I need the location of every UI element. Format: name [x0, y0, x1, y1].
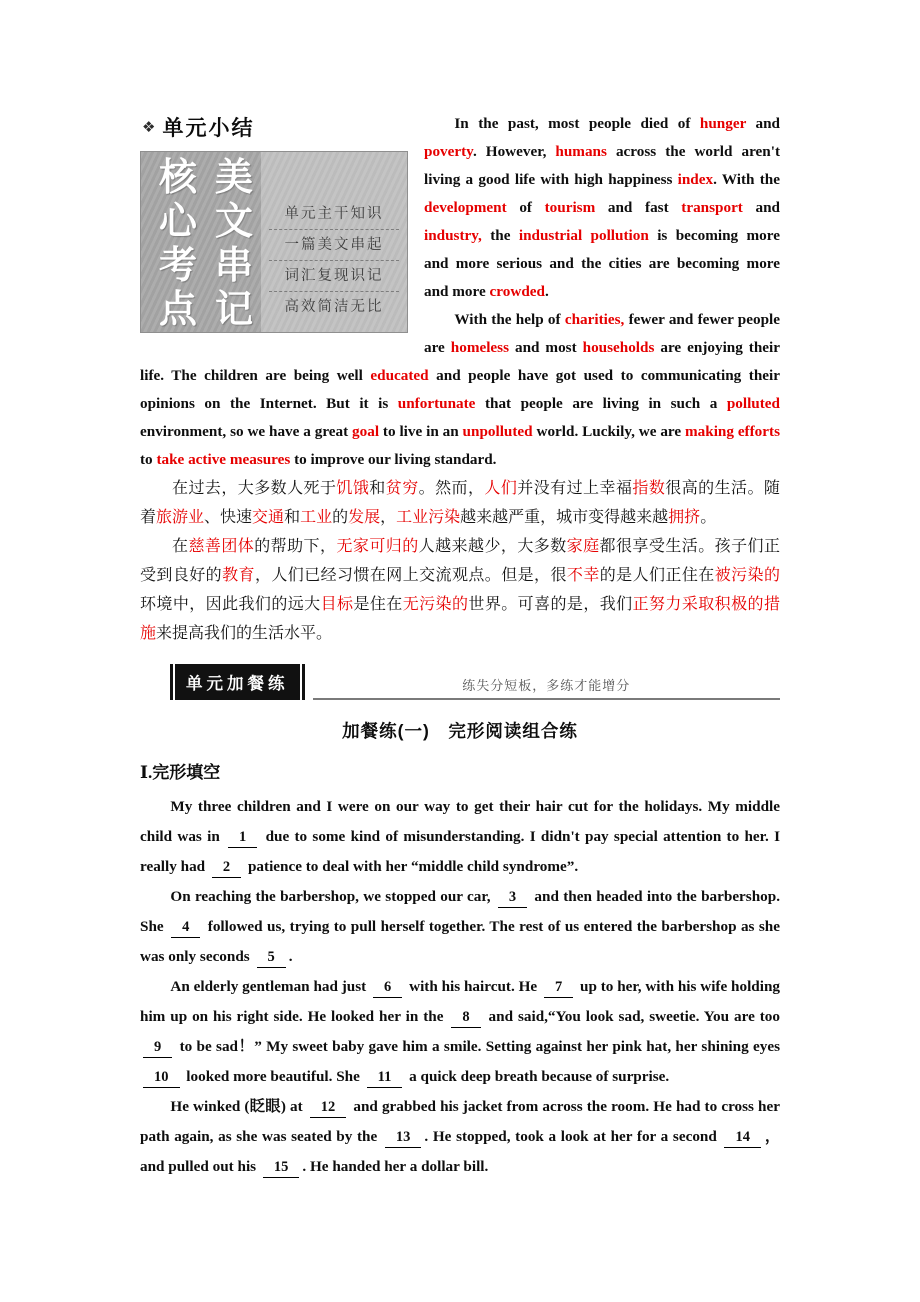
- text-run: . He stopped, took a look at her for a second: [424, 1128, 722, 1145]
- text-run: 。: [700, 509, 717, 526]
- text-run: and grabbed his jacket from across the room. He had to cross her path again, as she was seated by the: [140, 1098, 780, 1145]
- text-run: to improve our living standard.: [290, 451, 497, 468]
- text-run: .: [288, 948, 293, 965]
- text-run: across the world aren't living a good life with high happiness: [424, 143, 780, 188]
- cloze-blank-9[interactable]: 9: [143, 1038, 172, 1058]
- cloze-blank-13[interactable]: 13: [385, 1128, 422, 1148]
- text-run: 、快速: [204, 509, 253, 526]
- text-run: of: [506, 199, 545, 216]
- text-run: and: [746, 115, 780, 132]
- highlight-term: 拥挤: [668, 509, 701, 526]
- cloze-blank-10[interactable]: 10: [143, 1068, 180, 1088]
- text-run: and then headed into the barbershop. She: [140, 888, 780, 935]
- text-run: 世界。可喜的是，我们: [468, 596, 633, 613]
- highlight-term: hunger: [699, 115, 747, 132]
- text-run: fewer and fewer people are: [424, 311, 780, 356]
- text-run: 来提高我们的生活水平。: [156, 625, 333, 642]
- highlight-term: 旅游业: [156, 509, 205, 526]
- highlight-term: polluted: [726, 395, 780, 412]
- highlight-term: 工业: [300, 509, 333, 526]
- unit-summary-section: [140, 110, 780, 648]
- text-run: that people are living in such a: [475, 395, 727, 412]
- text-run: 的是人们正住在: [599, 567, 715, 584]
- highlight-term: tourism: [544, 199, 596, 216]
- chinese-paragraph-2: [140, 532, 780, 648]
- cloze-paragraph-4: [140, 1092, 780, 1182]
- text-run: 越来越严重，城市变得越来越: [460, 509, 669, 526]
- highlight-term: 慈善团体: [188, 538, 255, 555]
- cloze-paragraph-2: [140, 882, 780, 972]
- text-run: 。然而，: [418, 480, 485, 497]
- text-run: In the past, most people died of: [454, 115, 700, 132]
- highlight-term: industry,: [424, 227, 482, 244]
- highlight-term: poverty: [424, 143, 473, 160]
- highlight-term: unfortunate: [397, 395, 476, 412]
- cloze-section: [140, 792, 780, 1182]
- highlight-term: 无污染的: [402, 596, 469, 613]
- practice-banner: [170, 664, 780, 700]
- highlight-term: 贫穷: [385, 480, 419, 497]
- highlight-term: 被污染的: [714, 567, 780, 584]
- text-run: environment, so we have a great: [140, 423, 353, 440]
- highlight-term: making efforts: [685, 423, 780, 440]
- text-run: due to some kind of misunderstanding. I didn't pay special attention to her. I really had: [140, 828, 780, 875]
- text-run: patience to deal with her “middle child syndrome”.: [244, 858, 579, 875]
- summary-line-1: 单元主干知识: [284, 206, 384, 222]
- text-run: are enjoying their life. The children are being well: [140, 339, 781, 384]
- cloze-blank-7[interactable]: 7: [544, 978, 573, 998]
- highlight-term: 饥饿: [336, 480, 370, 497]
- text-run: 人越来越少，大多数: [418, 538, 567, 555]
- text-run: . However,: [472, 143, 556, 160]
- section-heading: 加餐练(一) 完形阅读组合练: [342, 721, 578, 741]
- chinese-paragraph-1: [140, 474, 780, 532]
- highlight-term: goal: [352, 423, 380, 440]
- banner-rule: [313, 664, 781, 700]
- text-run: An elderly gentleman had just: [170, 978, 371, 995]
- text-run: ， and pulled out his: [140, 1128, 781, 1175]
- highlight-term: 工业污染: [396, 509, 461, 526]
- text-run: with his haircut. He: [405, 978, 541, 995]
- text-run: On reaching the barbershop, we stopped our car,: [170, 888, 495, 905]
- text-run: With the help of: [454, 311, 565, 328]
- text-run: and fast: [595, 199, 682, 216]
- text-run: 很高的生活。随着: [140, 480, 780, 526]
- highlight-term: industrial pollution: [518, 227, 649, 244]
- cloze-paragraph-1: [140, 792, 780, 882]
- text-run: 都很享受生活。孩子们正受到良好的: [140, 538, 780, 584]
- text-run: 的: [332, 509, 349, 526]
- text-run: up to her, with his wife holding him up on his right side. He looked her in the: [140, 978, 780, 1025]
- text-run: 是住在: [353, 596, 403, 613]
- text-run: a quick deep breath because of surprise.: [405, 1068, 670, 1085]
- summary-column-core-points: 核心考点: [158, 157, 197, 331]
- highlight-term: 教育: [222, 567, 255, 584]
- text-run: looked more beautiful. She: [182, 1068, 364, 1085]
- highlight-term: 正努力采取积极的措施: [140, 596, 780, 642]
- text-run: the: [481, 227, 519, 244]
- text-run: ，: [380, 509, 397, 526]
- summary-line-2: 一篇美文串起: [269, 229, 399, 260]
- summary-box-right: [261, 152, 407, 332]
- text-run: .: [544, 283, 549, 300]
- cloze-blank-14[interactable]: 14: [724, 1128, 761, 1148]
- banner-label: 单元加餐练: [170, 664, 305, 700]
- cloze-blank-1[interactable]: 1: [228, 828, 257, 848]
- highlight-term: 指数: [632, 480, 666, 497]
- text-run: to be sad！” My sweet baby gave him a smile. Setting against her pink hat, her shining eyes: [175, 1038, 780, 1055]
- text-run: is becoming more and more serious and the cities are becoming more and more: [424, 227, 780, 300]
- cloze-blank-15[interactable]: 15: [263, 1158, 300, 1178]
- cloze-blank-2[interactable]: 2: [212, 858, 241, 878]
- text-run: ，人们已经习惯在网上交流观点。但是，很: [254, 567, 567, 584]
- highlight-term: educated: [370, 367, 429, 384]
- summary-line-3: 词汇复现识记: [269, 260, 399, 291]
- cloze-blank-4[interactable]: 4: [171, 918, 200, 938]
- summary-box-left: [141, 152, 261, 332]
- unit-summary-title: [142, 112, 408, 142]
- text-run: world. Luckily, we are: [532, 423, 685, 440]
- highlight-term: 交通: [252, 509, 285, 526]
- cloze-blank-12[interactable]: 12: [310, 1098, 347, 1118]
- highlight-term: take active measures: [156, 451, 291, 468]
- highlight-term: households: [582, 339, 655, 356]
- page-title: 单元小结: [162, 117, 255, 140]
- highlight-term: 人们: [484, 480, 518, 497]
- text-run: 的帮助下，: [254, 538, 337, 555]
- cloze-paragraph-3: [140, 972, 780, 1092]
- summary-column-essay-recall: 美文串记: [214, 157, 253, 331]
- text-run: 环境中，因此我们的远大: [140, 596, 321, 613]
- cloze-blank-5[interactable]: 5: [257, 948, 286, 968]
- cloze-subheading: Ⅰ.完形填空: [140, 763, 221, 782]
- text-run: . He handed her a dollar bill.: [302, 1158, 489, 1175]
- text-run: 和: [284, 509, 301, 526]
- highlight-term: 不幸: [566, 567, 600, 584]
- highlight-term: humans: [555, 143, 607, 160]
- highlight-term: crowded: [489, 283, 545, 300]
- diamond-icon: ❖: [142, 119, 158, 136]
- text-run: to: [140, 451, 157, 468]
- banner-hint: 练失分短板，多练才能增分: [462, 678, 631, 693]
- text-run: 在过去，大多数人死于: [172, 480, 337, 497]
- summary-line-4: 高效简洁无比: [269, 291, 399, 322]
- highlight-term: 发展: [348, 509, 381, 526]
- text-run: followed us, trying to pull herself together. The rest of us entered the barbershop as she was only seconds: [140, 918, 780, 965]
- text-run: to live in an: [379, 423, 463, 440]
- cloze-blank-8[interactable]: 8: [451, 1008, 480, 1028]
- highlight-term: index: [677, 171, 714, 188]
- highlight-term: 目标: [320, 596, 354, 613]
- highlight-term: 家庭: [566, 538, 600, 555]
- text-run: 在: [172, 538, 189, 555]
- highlight-term: homeless: [450, 339, 509, 356]
- cloze-blank-3[interactable]: 3: [498, 888, 527, 908]
- text-run: and people have got used to communicating their opinions on the Internet. But it is: [140, 367, 780, 412]
- highlight-term: unpolluted: [462, 423, 533, 440]
- text-run: 和: [369, 480, 386, 497]
- highlight-term: transport: [681, 199, 743, 216]
- text-run: and: [742, 199, 780, 216]
- text-run: and said,“You look sad, sweetie. You are too: [483, 1008, 780, 1025]
- text-run: 并没有过上幸福: [517, 480, 633, 497]
- cloze-blank-6[interactable]: 6: [373, 978, 402, 998]
- summary-box: [140, 151, 408, 333]
- highlight-term: development: [424, 199, 507, 216]
- unit-summary-block: [140, 110, 408, 333]
- text-run: and most: [509, 339, 583, 356]
- highlight-term: charities,: [564, 311, 625, 328]
- cloze-blank-11[interactable]: 11: [367, 1068, 403, 1088]
- text-run: My three children and I were on our way to get their hair cut for the holidays. My middle child was in: [140, 798, 780, 845]
- text-run: He winked (眨眼) at: [170, 1098, 307, 1115]
- text-run: . With the: [713, 171, 780, 188]
- highlight-term: 无家可归的: [336, 538, 419, 555]
